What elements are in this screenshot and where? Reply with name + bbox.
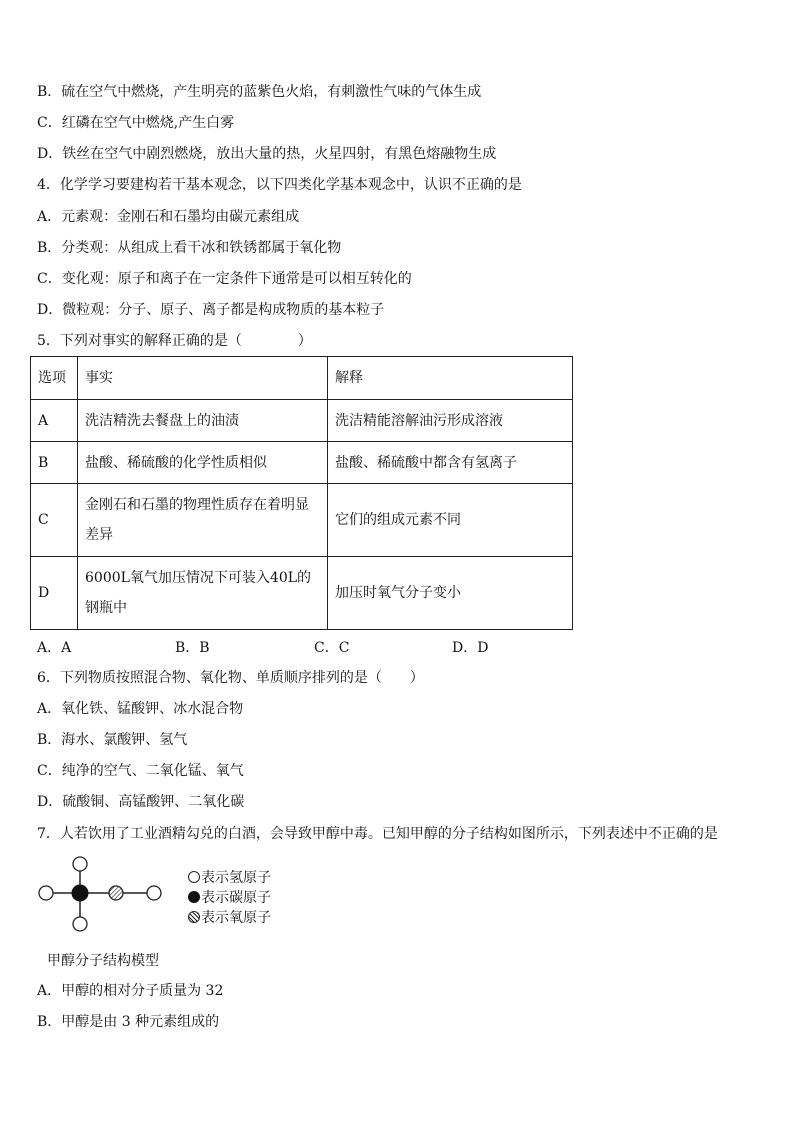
q7-option-b: B．甲醇是由 3 种元素组成的 xyxy=(37,1014,220,1030)
oxygen-symbol-icon xyxy=(188,911,200,923)
header-explanation: 解释 xyxy=(328,357,573,400)
table-row xyxy=(31,400,573,442)
header-option: 选项 xyxy=(31,357,78,400)
table-header-row xyxy=(31,357,573,400)
q7-stem: 7．人若饮用了工业酒精勾兑的白酒，会导致甲醇中毒。已知甲醇的分子结构如图所示，下列表述中不正确的是 xyxy=(37,826,718,842)
q5-table xyxy=(30,356,573,630)
hydrogen-atom-bottom xyxy=(73,917,87,931)
table-row xyxy=(31,442,573,484)
q6-stem: 6．下列物质按照混合物、氧化物、单质顺序排列的是（ ） xyxy=(37,670,424,686)
cell-fact: 金刚石和石墨的物理性质存在着明显差异 xyxy=(78,484,328,557)
carbon-symbol-icon xyxy=(188,891,200,903)
q3-option-c: C．红磷在空气中燃烧,产生白雾 xyxy=(37,115,235,131)
legend-oxygen xyxy=(188,908,271,928)
legend-carbon-label: 表示碳原子 xyxy=(201,890,271,906)
q5-options xyxy=(37,637,597,655)
q4-option-a: A．元素观：金刚石和石墨均由碳元素组成 xyxy=(37,209,300,225)
table-row xyxy=(31,484,573,557)
hydrogen-atom-left xyxy=(39,886,53,900)
cell-explanation: 盐酸、稀硫酸中都含有氢离子 xyxy=(328,442,573,484)
q5-option-d: D．D xyxy=(452,640,489,656)
oxygen-atom xyxy=(109,886,123,900)
legend-hydrogen-label: 表示氢原子 xyxy=(201,870,271,886)
cell-explanation: 加压时氧气分子变小 xyxy=(328,557,573,630)
figure-caption: 甲醇分子结构模型 xyxy=(47,953,159,969)
table-row xyxy=(31,557,573,630)
cell-explanation: 它们的组成元素不同 xyxy=(328,484,573,557)
q5-option-a: A．A xyxy=(37,640,72,656)
methanol-molecule-diagram xyxy=(34,852,174,936)
cell-option: B xyxy=(31,442,78,484)
hydrogen-atom-right xyxy=(147,886,161,900)
molecule-legend xyxy=(188,868,271,928)
legend-carbon xyxy=(188,888,271,908)
q3-option-b: B．硫在空气中燃烧，产生明亮的蓝紫色火焰，有刺激性气味的气体生成 xyxy=(37,84,482,100)
q6-option-b: B．海水、氯酸钾、氢气 xyxy=(37,732,188,748)
q4-stem: 4．化学学习要建构若干基本观念，以下四类化学基本观念中，认识不正确的是 xyxy=(37,177,522,193)
hydrogen-atom-top xyxy=(73,857,87,871)
cell-option: D xyxy=(31,557,78,630)
cell-fact: 盐酸、稀硫酸的化学性质相似 xyxy=(78,442,328,484)
legend-oxygen-label: 表示氧原子 xyxy=(201,910,271,926)
cell-option: C xyxy=(31,484,78,557)
cell-fact: 6000L氧气加压情况下可装入40L的钢瓶中 xyxy=(78,557,328,630)
q7-option-a: A．甲醇的相对分子质量为 32 xyxy=(37,983,224,999)
q6-option-a: A．氧化铁、锰酸钾、冰水混合物 xyxy=(37,701,244,717)
q6-option-d: D．硫酸铜、高锰酸钾、二氧化碳 xyxy=(37,794,245,810)
legend-hydrogen xyxy=(188,868,271,888)
q5-option-c: C．C xyxy=(314,640,350,656)
cell-fact: 洗洁精洗去餐盘上的油渍 xyxy=(78,400,328,442)
q4-option-d: D．微粒观：分子、原子、离子都是构成物质的基本粒子 xyxy=(37,302,385,318)
q4-option-c: C．变化观：原子和离子在一定条件下通常是可以相互转化的 xyxy=(37,271,412,287)
cell-explanation: 洗洁精能溶解油污形成溶液 xyxy=(328,400,573,442)
cell-option: A xyxy=(31,400,78,442)
q4-option-b: B．分类观：从组成上看干冰和铁锈都属于氧化物 xyxy=(37,240,342,256)
q6-option-c: C．纯净的空气、二氧化锰、氧气 xyxy=(37,763,244,779)
q5-option-b: B．B xyxy=(175,640,210,656)
q3-option-d: D．铁丝在空气中剧烈燃烧，放出大量的热，火星四射，有黑色熔融物生成 xyxy=(37,146,497,162)
hydrogen-symbol-icon xyxy=(188,871,200,883)
q5-stem: 5．下列对事实的解释正确的是（ ） xyxy=(37,333,312,349)
carbon-atom xyxy=(72,885,88,901)
header-fact: 事实 xyxy=(78,357,328,400)
